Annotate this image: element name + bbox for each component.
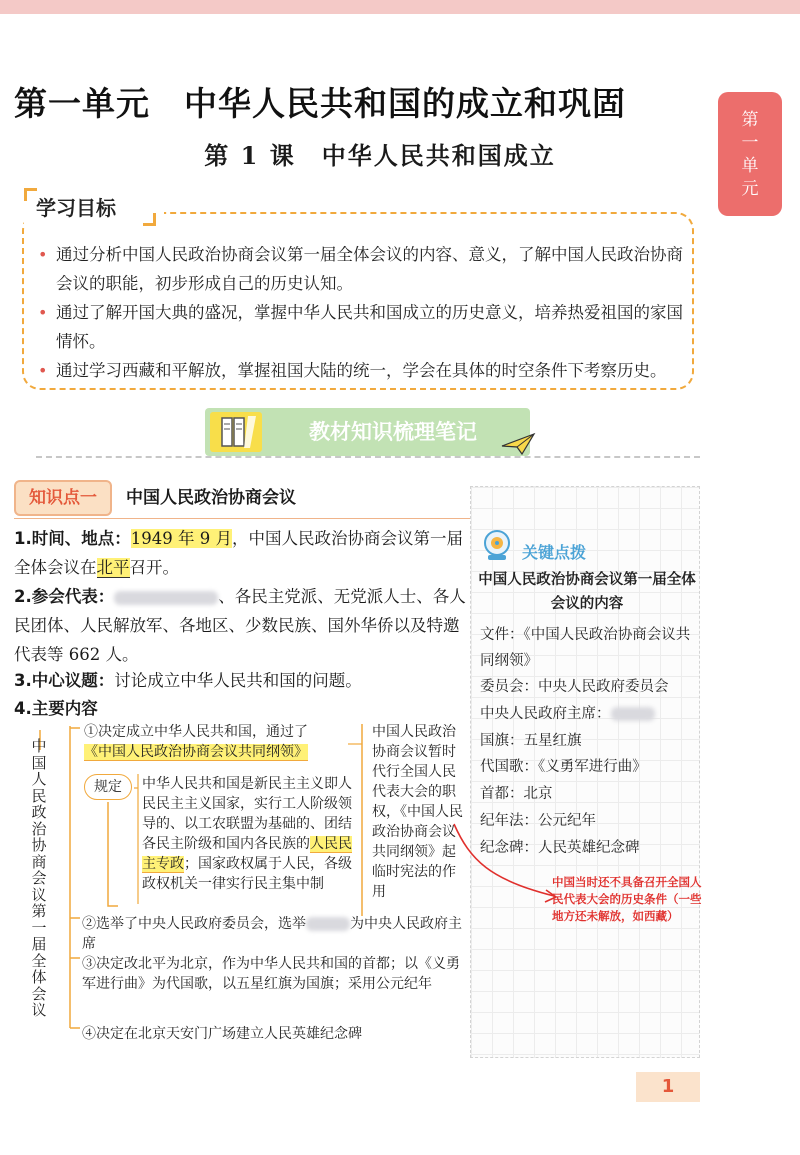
- banner-divider: [36, 456, 700, 458]
- key-points-title: 关键点拨: [522, 543, 587, 562]
- top-color-bar: [0, 0, 800, 14]
- main-content-label: 4.主要内容: [14, 699, 98, 718]
- key-point-item: [480, 622, 696, 674]
- time-place-text: ，中国人民政治协商会议第一届全体会议在: [14, 529, 463, 577]
- lesson-title: 第 1 课 中华人民共和国成立: [204, 141, 556, 170]
- side-note: 中国人民政治协商会议暂时代行全国人民代表大会的职权，《中国人民政治协商会议共同纲领》起临时宪法的作用: [372, 724, 463, 900]
- goal-item: • 通过分析中国人民政治协商会议第一届全体会议的内容、意义，了解中国人民政治协商会议的职能，初步形成自己的历史认知。: [38, 240, 686, 298]
- central-topic-label: 3.中心议题：: [14, 671, 115, 690]
- goal-item: • 通过了解开国大典的盛况，掌握中华人民共和国成立的历史意义，培养热爱祖国的家国情怀。: [38, 298, 686, 356]
- delegates-label: 2.参会代表：: [14, 587, 115, 606]
- rule-highlight: 人民民主专政: [142, 836, 352, 872]
- redacted-name: [306, 917, 350, 931]
- key-point-text: 中央人民政府主席：: [480, 705, 611, 722]
- annotation-arrow: [450, 820, 570, 910]
- key-point-item: 国旗：五星红旗: [480, 732, 582, 749]
- learning-goals-list: [38, 240, 686, 385]
- goal-item: • 通过学习西藏和平解放，掌握祖国大陆的统一，学会在具体的时空条件下考察历史。: [38, 356, 686, 385]
- redacted-name: [611, 707, 655, 721]
- rule-pill: 规定: [84, 774, 132, 800]
- key-point-text: 文件：《中国人民政治协商会议共同纲领》: [480, 627, 691, 669]
- rule-text-b: ；国家政权属于人民，各级政权机关一律实行民主集中制: [142, 856, 352, 892]
- key-point-item: 委员会：中央人民政府委员会: [480, 679, 669, 695]
- delegates-text: 、各民主党派、无党派人士、各人民团体、人民解放军、各地区、少数民族、国外华侨以及特邀代表等 662 人。: [14, 587, 466, 664]
- time-place-end: 召开。: [129, 558, 179, 577]
- unit-title: 第一单元 中华人民共和国的成立和巩固: [14, 84, 626, 123]
- page-number: 1: [636, 1072, 700, 1102]
- handwritten-note: 中国当时还不具备召开全国人民代表大会的历史条件（一些地方还未解放，如西藏）: [552, 875, 702, 923]
- side-tab-char: 单: [741, 156, 759, 176]
- outline-item-3: ③决定改北平为北京，作为中华人民共和国的首都；以《义勇军进行曲》为代国歌，以五星红旗为国旗；采用公元纪年: [82, 956, 460, 992]
- outline-item-2: [82, 914, 462, 954]
- side-tab-char: 一: [741, 133, 759, 153]
- key-points-heading: 中国人民政治协商会议第一届全体会议的内容: [478, 572, 696, 612]
- key-point-item: 代国歌：《义勇军进行曲》: [480, 759, 647, 776]
- outline-item-4: ④决定在北京天安门广场建立人民英雄纪念碑: [82, 1026, 362, 1042]
- key-point-item: 首都：北京: [480, 786, 553, 803]
- outline-item-1: [84, 722, 364, 762]
- paper-plane-icon: [500, 432, 536, 456]
- knowledge-point-underline: [14, 518, 470, 519]
- knowledge-point-badge: 知识点一: [14, 480, 112, 516]
- paragraph-central-topic: [14, 666, 466, 695]
- knowledge-point-title: 中国人民政治协商会议: [126, 488, 296, 508]
- side-tab-char: 元: [741, 179, 759, 199]
- book-icon: [210, 412, 262, 452]
- rule-text-a: 中华人民共和国是新民主主义即人民民主主义国家，实行工人阶级领导的、以工农联盟为基础的、团结各民主阶级和国内各民族的: [142, 776, 352, 852]
- highlight-place: 北平: [96, 558, 130, 577]
- key-point-item: 纪年法：公元纪年: [480, 812, 596, 829]
- paragraph-time-place: [14, 524, 466, 582]
- learning-goals-label: 学习目标: [24, 188, 164, 228]
- outline-item-2-end: 为中央人民政府主席: [82, 916, 462, 952]
- time-place-label: 1.时间、地点：: [14, 529, 131, 548]
- outline-item-1-text: ①决定成立中华人民共和国，通过了: [84, 724, 308, 740]
- redacted-text: [114, 591, 218, 605]
- unit-side-tab: [718, 92, 782, 216]
- key-point-item: 纪念碑：人民英雄纪念碑: [480, 839, 640, 856]
- highlight-date: 1949 年 9 月: [130, 529, 232, 548]
- central-topic-text: 讨论成立中华人民共和国的问题。: [114, 671, 362, 690]
- side-tab-char: 第: [741, 110, 759, 130]
- notes-banner-title: 教材知识梳理笔记: [309, 420, 477, 444]
- paragraph-delegates: [14, 582, 466, 669]
- outline-item-1-document: 《中国人民政治协商会议共同纲领》: [84, 744, 308, 760]
- outline-item-2-text: ②选举了中央人民政府委员会，选举: [82, 916, 306, 932]
- key-point-item: [480, 701, 696, 728]
- vertical-label: 中国人民政治协商会议第一届全体会议: [31, 737, 47, 1019]
- target-icon: [480, 528, 514, 562]
- rule-text: [142, 774, 364, 894]
